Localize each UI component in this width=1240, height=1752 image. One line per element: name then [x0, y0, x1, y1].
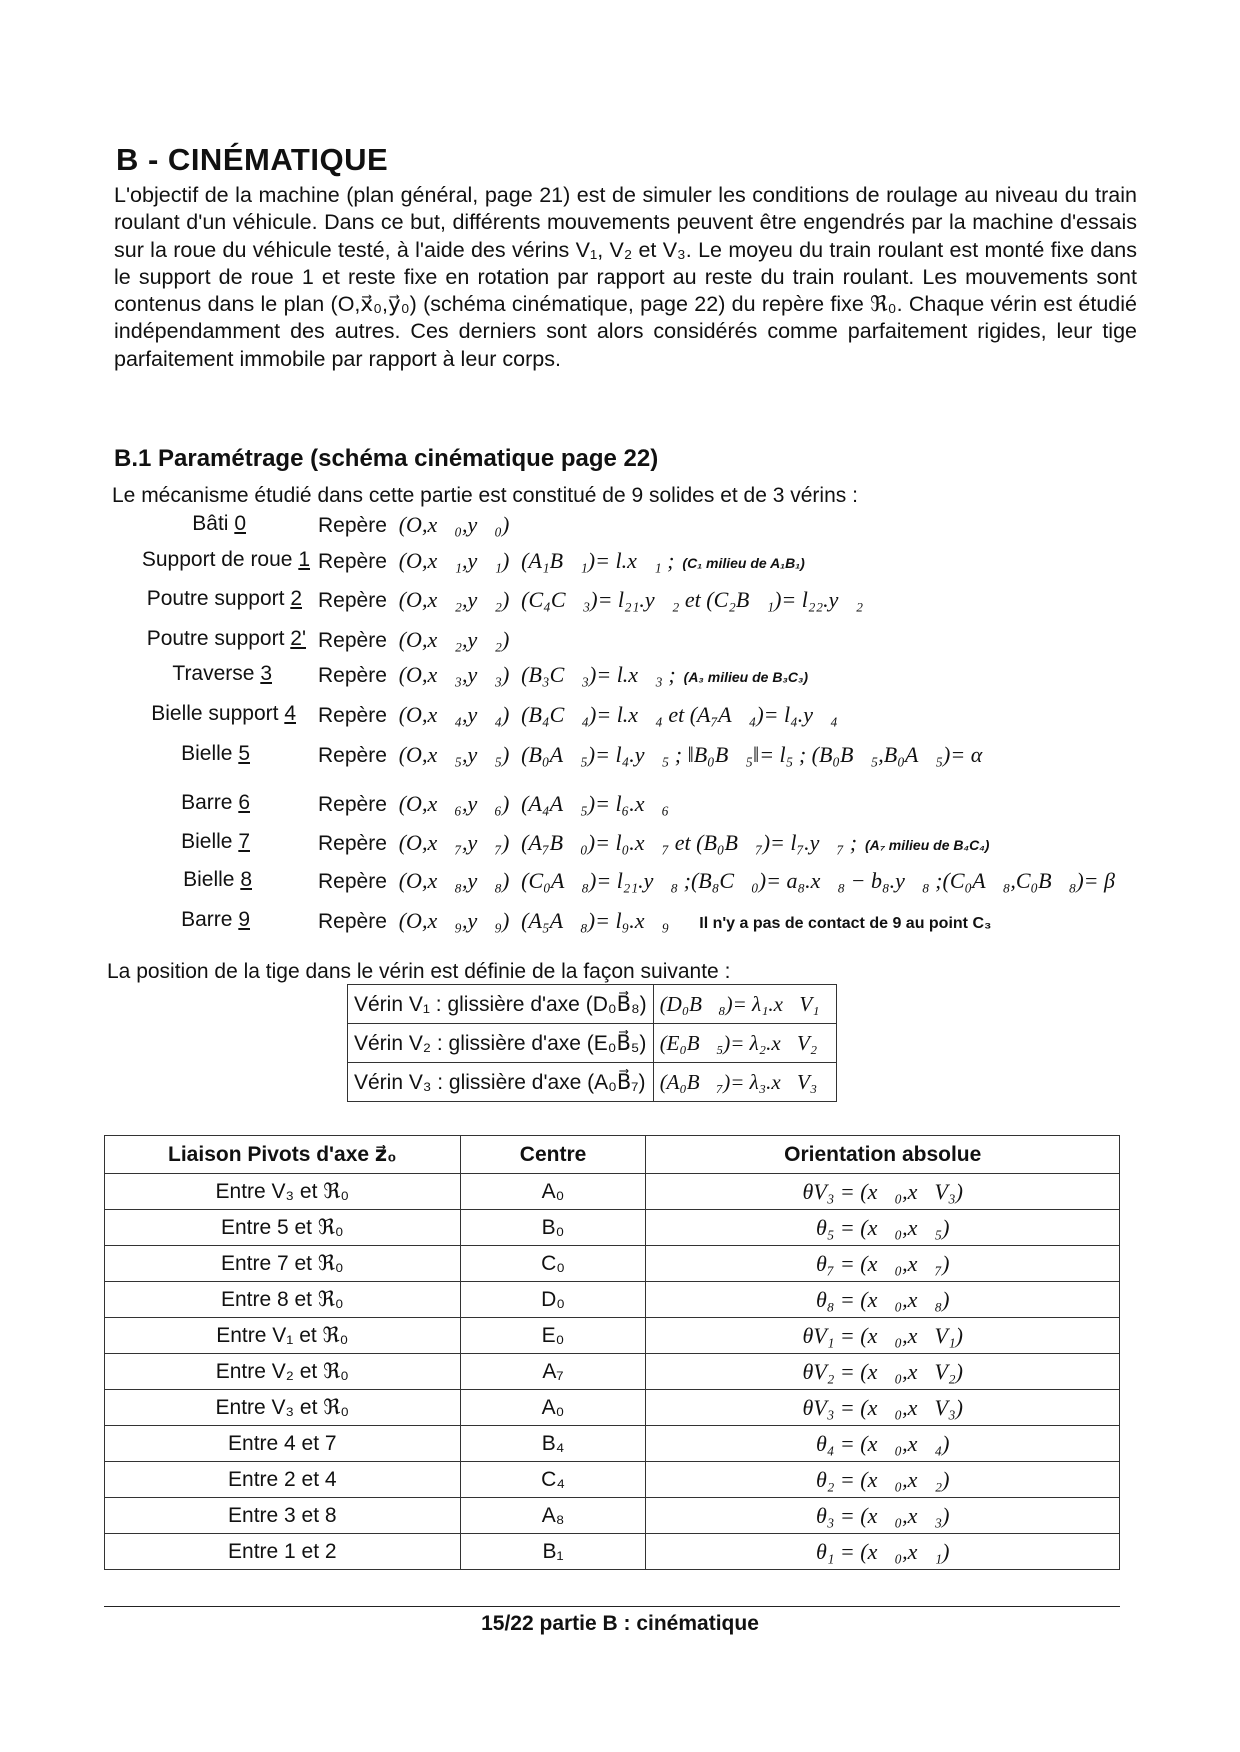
table-cell: Entre 7 et ℜ₀	[105, 1246, 461, 1282]
table-cell: Entre V₃ et ℜ₀	[105, 1390, 461, 1426]
table-cell: Entre V₂ et ℜ₀	[105, 1354, 461, 1390]
table-cell: Entre V₁ et ℜ₀	[105, 1318, 461, 1354]
table-row	[105, 1462, 1120, 1498]
table-cell: θV₃ = (x⃗₀,x⃗V₃)	[646, 1174, 1120, 1210]
table-row	[105, 1426, 1120, 1462]
footer-divider	[104, 1606, 1120, 1607]
solid-repere: Repère (O,x⃗₅,y⃗₅) (B₀A⃗₅)= l₄.y⃗₅ ; ‖B₀B⃗₅‖= l₅ ; (B₀B⃗₅,B₀A⃗₅)= α	[318, 742, 983, 767]
table-cell: C₀	[460, 1246, 646, 1282]
verin-label: Vérin V₃ : glissière d'axe (A₀B⃗₇)	[348, 1063, 654, 1102]
table-cell: Entre 1 et 2	[105, 1534, 461, 1570]
subsection-title: B.1 Paramétrage (schéma cinématique page 22)	[114, 445, 659, 472]
table-cell: E₀	[460, 1318, 646, 1354]
table-row	[105, 1354, 1120, 1390]
table-row	[348, 1024, 837, 1063]
verin-label: Vérin V₂ : glissière d'axe (E₀B⃗₅)	[348, 1024, 654, 1063]
solid-repere: Repère (O,x⃗₈,y⃗₈) (C₀A⃗₈)= l₂₁.y⃗₈ ;(B₈C⃗₀)= a₈.x⃗₈ − b₈.y⃗₈ ;(C₀A⃗₈,C₀B⃗₈)= β	[318, 868, 1115, 893]
section-title: B - CINÉMATIQUE	[116, 142, 389, 177]
table-cell: B₄	[460, 1426, 646, 1462]
table-cell: θ₄ = (x⃗₀,x⃗₄)	[646, 1426, 1120, 1462]
column-header: Centre	[460, 1136, 646, 1174]
verin-table	[347, 984, 837, 1102]
table-cell: Entre 3 et 8	[105, 1498, 461, 1534]
verin-label: Vérin V₁ : glissière d'axe (D₀B⃗₈)	[348, 985, 654, 1024]
table-cell: θ₃ = (x⃗₀,x⃗₃)	[646, 1498, 1120, 1534]
table-cell: θ₂ = (x⃗₀,x⃗₂)	[646, 1462, 1120, 1498]
solid-repere: Repère (O,x⃗₄,y⃗₄) (B₄C⃗₄)= l.x⃗₄ et (A₇A⃗₄)= l₄.y⃗₄	[318, 702, 838, 727]
table-header-row	[105, 1136, 1120, 1174]
table-cell: θ₁ = (x⃗₀,x⃗₁)	[646, 1534, 1120, 1570]
table-cell: Entre 8 et ℜ₀	[105, 1282, 461, 1318]
table-cell: Entre V₃ et ℜ₀	[105, 1174, 461, 1210]
solid-repere: Repère (O,x⃗₉,y⃗₉) (A₅A⃗₈)= l₉.x⃗₉ Il n'y a pas de contact de 9 au point C₃	[318, 908, 992, 933]
table-row	[105, 1498, 1120, 1534]
verin-equation: (D₀B⃗₈)= λ₁.x⃗V₁	[653, 985, 836, 1024]
table-row	[105, 1246, 1120, 1282]
table-cell: A₈	[460, 1498, 646, 1534]
table-cell: C₄	[460, 1462, 646, 1498]
table-cell: θV₃ = (x⃗₀,x⃗V₃)	[646, 1390, 1120, 1426]
solid-repere: Repère (O,x⃗₂,y⃗₂)	[318, 627, 510, 652]
column-header: Orientation absolue	[646, 1136, 1120, 1174]
solid-repere: Repère (O,x⃗₁,y⃗₁) (A₁B⃗₁)= l.x⃗₁ ; (C₁ milieu de A₁B₁)	[318, 548, 805, 573]
position-text: La position de la tige dans le vérin est définie de la façon suivante :	[107, 960, 731, 983]
table-row	[105, 1174, 1120, 1210]
table-cell: D₀	[460, 1282, 646, 1318]
table-cell: B₀	[460, 1210, 646, 1246]
table-cell: Entre 4 et 7	[105, 1426, 461, 1462]
document-page: B - CINÉMATIQUE L'objectif de la machine (plan général, page 21) est de simuler les conditions de roulage au niveau du train roulant d'un véhicule. Dans ce but, différents mouvements peuvent être engendrés par la machine d'essais sur la roue du véhicule testé, à l'aide des vérins V₁, V₂ et V₃. Le moyeu du train roulant est monté fixe dans le support de roue 1 et reste fixe en rotation par rapport au reste du train roulant. Les mouvements sont contenus dans le plan (O,x⃗₀,y⃗₀) (schéma cinématique, page 22) du repère fixe ℜ₀. Chaque vérin est étudié indépendamment des autres. Ces derniers sont alors considérés comme parfaitement rigides, leur tige parfaitement immobile par rapport à leur corps. B.1 Paramétrage (schéma cinématique page 22) Le mécanisme étudié dans cette partie est constitué de 9 solides et de 3 vérins : Bâti 0 Repère (O,x⃗₀,y⃗₀) Support de roue 1 Repère (O,x⃗₁,y⃗₁) (A₁B⃗₁)= l.x⃗₁ ; (C₁ milieu de A₁B₁) Poutre support 2 Repère (O,x⃗₂,y⃗₂) (C₄C⃗₃)= l₂₁.y⃗₂ et (C₂B⃗₁)= l₂₂.y⃗₂ Poutre support 2' Repère (O,x⃗₂,y⃗₂) Traverse 3 Repère (O,x⃗₃,y⃗₃) (B₃C⃗₃)= l.x⃗₃ ; (A₃ milieu de B₃C₃) Bielle support 4 Repère (O,x⃗₄,y⃗₄) (B₄C⃗₄)= l.x⃗₄ et (A₇A⃗₄)= l₄.y⃗₄ Bielle 5 Repère (O,x⃗₅,y⃗₅) (B₀A⃗₅)= l₄.y⃗₅ ; ‖B₀B⃗₅‖= l₅ ; (B₀B⃗₅,B₀A⃗₅)= α Barre 6 Repère (O,x⃗₆,y⃗₆) (A₄A⃗₅)= l₆.x⃗₆ Bielle 7 Repère (O,x⃗₇,y⃗₇) (A₇B⃗₀)= l₀.x⃗₇ et (B₀B⃗₇)= l₇.y⃗₇ ; (A₇ milieu de B₄C₄) Bielle 8 Repère (O,x⃗₈,y⃗₈) (C₀A⃗₈)= l₂₁.y⃗₈ ;(B₈C⃗₀)= a₈.x⃗₈ − b₈.y⃗₈ ;(C₀A⃗₈,C₀B⃗₈)= β Barre 9 Repère (O,x⃗₉,y⃗₉) (A₅A⃗₈)= l₉.x⃗₉ Il n'y a pas de contact de 9 au point C₃ La position de la tige dans le vérin est définie de la façon suivante : Vérin V₁ : glissière d'axe (D₀B⃗₈) (D₀B⃗₈)= λ₁.x⃗V₁ Vérin V₂ : glissière d'axe (E₀B⃗₅) (E₀B⃗₅)= λ₂.x⃗V₂ Vérin V₃ : glissière d'axe (A₀B⃗₇) (A₀B⃗₇)= λ₃.x⃗V₃ Liaison Pivots d'axe z⃗₀ Centre Orientation absolue Entre V₃ et ℜ₀ A₀ θV₃ = (x⃗₀,x⃗V₃) Entre 5 et ℜ₀ B₀ θ₅ = (x⃗₀,x⃗₅) Entre 7 et ℜ₀ C₀ θ₇ = (x⃗₀,x⃗₇) Entre 8 et ℜ₀ D₀ θ₈ = (x⃗₀,x⃗₈) Entre V₁ et ℜ₀ E₀ θV₁ = (x⃗₀,x⃗V₁) Entre V₂ et ℜ₀ A₇ θV₂ = (x⃗₀,x⃗V₂) Entre V₃ et ℜ₀ A₀ θV₃ = (x⃗₀,x⃗V₃) Entre 4 et 7 B₄ θ₄ = (x⃗₀,x⃗₄) Entre 2 et 4 C₄ θ₂ = (x⃗₀,x⃗₂) Entre 3 et 8 A₈ θ₃ = (x⃗₀,x⃗₃) Entre 1 et 2 B₁ θ₁ = (x⃗₀,x⃗₁) 15/22 partie B : cinématique	[0, 0, 1240, 1752]
lead-text: Le mécanisme étudié dans cette partie est constitué de 9 solides et de 3 vérins :	[112, 484, 858, 507]
intro-paragraph: L'objectif de la machine (plan général, page 21) est de simuler les conditions de roulage au niveau du train roulant d'un véhicule. Dans ce but, différents mouvements peuvent être engendrés par la machine d'essais sur la roue du véhicule testé, à l'aide des vérins V₁, V₂ et V₃. Le moyeu du train roulant est monté fixe dans le support de roue 1 et reste fixe en rotation par rapport au reste du train roulant. Les mouvements sont contenus dans le plan (O,x⃗₀,y⃗₀) (schéma cinématique, page 22) du repère fixe ℜ₀. Chaque vérin est étudié indépendamment des autres. Ces derniers sont alors considérés comme parfaitement rigides, leur tige parfaitement immobile par rapport à leur corps.	[114, 183, 1137, 371]
solid-repere: Repère (O,x⃗₇,y⃗₇) (A₇B⃗₀)= l₀.x⃗₇ et (B₀B⃗₇)= l₇.y⃗₇ ; (A₇ milieu de B₄C₄)	[318, 830, 990, 855]
table-cell: θ₇ = (x⃗₀,x⃗₇)	[646, 1246, 1120, 1282]
table-cell: Entre 2 et 4	[105, 1462, 461, 1498]
table-cell: θV₁ = (x⃗₀,x⃗V₁)	[646, 1318, 1120, 1354]
column-header: Liaison Pivots d'axe z⃗₀	[105, 1136, 461, 1174]
table-row	[348, 985, 837, 1024]
verin-equation: (A₀B⃗₇)= λ₃.x⃗V₃	[653, 1063, 836, 1102]
table-cell: θ₈ = (x⃗₀,x⃗₈)	[646, 1282, 1120, 1318]
solid-repere: Repère (O,x⃗₆,y⃗₆) (A₄A⃗₅)= l₆.x⃗₆	[318, 791, 670, 816]
liaison-table	[104, 1135, 1120, 1570]
table-cell: A₀	[460, 1174, 646, 1210]
table-row	[105, 1390, 1120, 1426]
table-row	[105, 1534, 1120, 1570]
table-cell: Entre 5 et ℜ₀	[105, 1210, 461, 1246]
table-cell: A₇	[460, 1354, 646, 1390]
table-row	[105, 1282, 1120, 1318]
solid-repere: Repère (O,x⃗₀,y⃗₀)	[318, 512, 510, 537]
solid-repere: Repère (O,x⃗₂,y⃗₂) (C₄C⃗₃)= l₂₁.y⃗₂ et (C₂B⃗₁)= l₂₂.y⃗₂	[318, 587, 864, 612]
table-row	[348, 1063, 837, 1102]
table-row	[105, 1210, 1120, 1246]
table-row	[105, 1318, 1120, 1354]
table-cell: θ₅ = (x⃗₀,x⃗₅)	[646, 1210, 1120, 1246]
table-cell: B₁	[460, 1534, 646, 1570]
verin-equation: (E₀B⃗₅)= λ₂.x⃗V₂	[653, 1024, 836, 1063]
solid-repere: Repère (O,x⃗₃,y⃗₃) (B₃C⃗₃)= l.x⃗₃ ; (A₃ milieu de B₃C₃)	[318, 662, 809, 687]
table-cell: θV₂ = (x⃗₀,x⃗V₂)	[646, 1354, 1120, 1390]
page-footer: 15/22 partie B : cinématique	[481, 1612, 759, 1635]
table-cell: A₀	[460, 1390, 646, 1426]
